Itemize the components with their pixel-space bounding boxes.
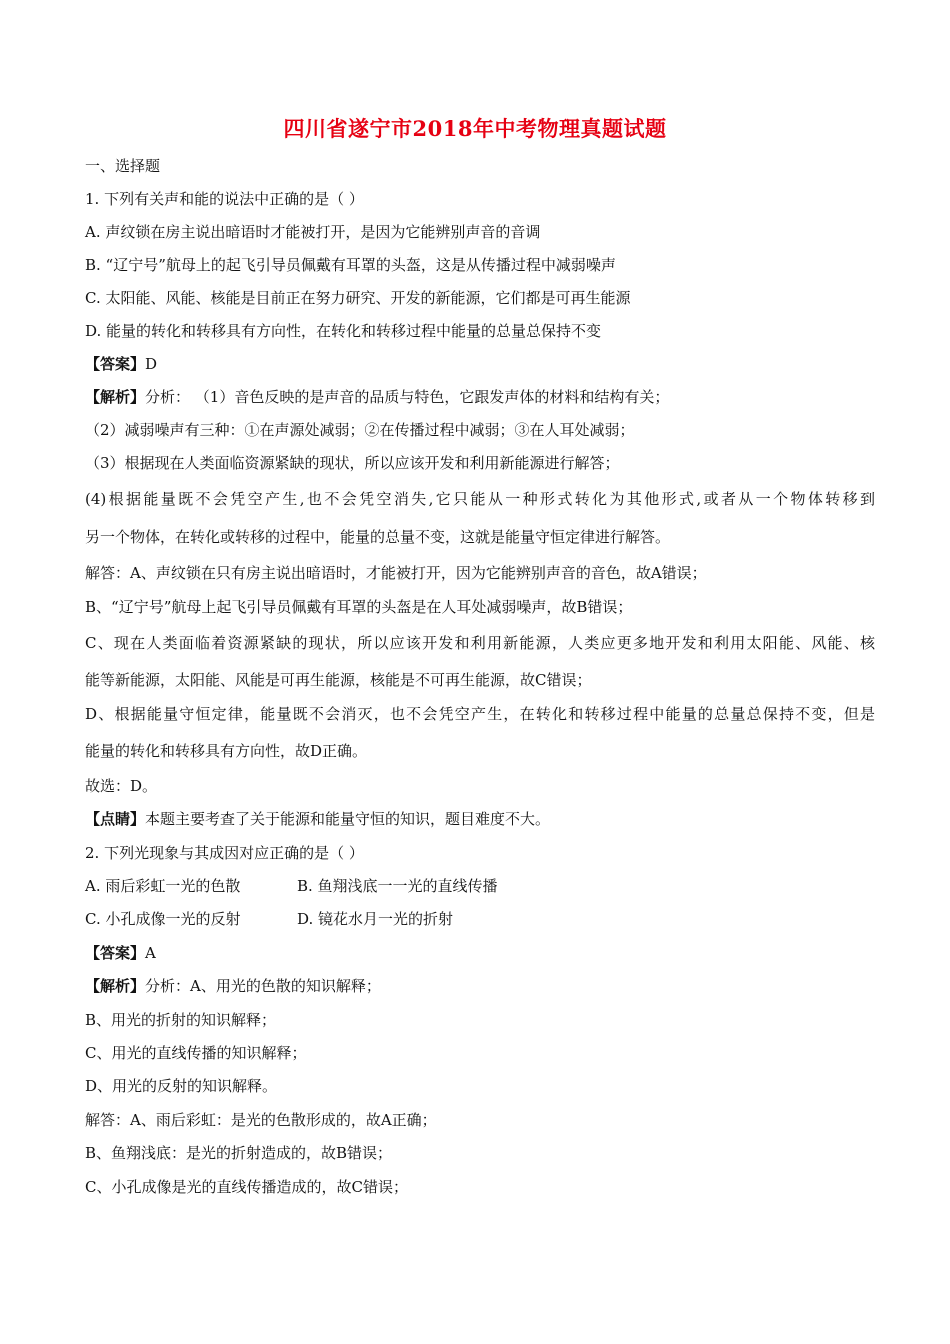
q1-solution-b: B、“辽宁号”航母上起飞引导员佩戴有耳罩的头盔是在人耳处减弱噪声，故B错误； xyxy=(85,598,633,616)
q2-analysis-2: B、用光的折射的知识解释； xyxy=(85,1011,277,1029)
q1-analysis-2: （2）减弱噪声有三种：①在声源处减弱；②在传播过程中减弱；③在人耳处减弱； xyxy=(85,421,635,439)
q1-solution-c1: C、现在人类面临着资源紧缺的现状，所以应该开发和利用新能源，人类应更多地开发和利用太阳能、风能、核 xyxy=(85,634,875,652)
q1-solution-d1: D、根据能量守恒定律，能量既不会消灭，也不会凭空产生，在转化和转移过程中能量的总量总保持不变，但是 xyxy=(85,705,875,723)
q1-analysis-4b: 另一个物体，在转化或转移的过程中，能量的总量不变，这就是能量守恒定律进行解答。 xyxy=(85,528,671,546)
q2-answer xyxy=(85,943,875,963)
q2-stem: 2. 下列光现象与其成因对应正确的是（ ） xyxy=(85,844,364,862)
q1-choice: 故选：D。 xyxy=(85,777,158,795)
q1-answer-tag: 【答案】 xyxy=(85,355,146,373)
q2-options-row-2 xyxy=(85,909,875,929)
q1-analysis-4a: (4)根据能量既不会凭空产生,也不会凭空消失,它只能从一种形式转化为其他形式,或者从一个物体转移到 xyxy=(85,490,875,508)
q1-analysis-3: （3）根据现在人类面临资源紧缺的现状，所以应该开发和利用新能源进行解答； xyxy=(85,454,620,472)
q2-option-d: D. 镜花水月一光的折射 xyxy=(297,910,454,928)
q1-answer xyxy=(85,354,875,374)
q2-option-a: A. 雨后彩虹一光的色散 xyxy=(85,877,241,895)
section-heading: 一、选择题 xyxy=(85,157,161,175)
q2-solution-a: 解答：A、雨后彩虹：是光的色散形成的，故A正确； xyxy=(85,1111,437,1129)
q2-analysis-tag: 【解析】 xyxy=(85,977,146,995)
q2-analysis-text-1: 分析：A、用光的色散的知识解释； xyxy=(145,977,381,995)
q1-stem: 1. 下列有关声和能的说法中正确的是（ ） xyxy=(85,190,364,208)
q1-comment-text: 本题主要考查了关于能源和能量守恒的知识，题目难度不大。 xyxy=(145,810,551,828)
q2-solution-b: B、鱼翔浅底：是光的折射造成的，故B错误； xyxy=(85,1144,393,1162)
q1-analysis-tag: 【解析】 xyxy=(85,388,146,406)
q1-solution-c2: 能等新能源，太阳能、风能是可再生能源，核能是不可再生能源，故C错误； xyxy=(85,671,592,689)
q2-options-row-1 xyxy=(85,876,875,896)
q2-analysis-4: D、用光的反射的知识解释。 xyxy=(85,1077,278,1095)
q1-option-c: C. 太阳能、风能、核能是目前正在努力研究、开发的新能源，它们都是可再生能源 xyxy=(85,289,631,307)
q1-answer-value: D xyxy=(145,355,158,373)
q1-option-d: D. 能量的转化和转移具有方向性，在转化和转移过程中能量的总量总保持不变 xyxy=(85,322,602,340)
q1-analysis-1 xyxy=(85,387,875,407)
q2-option-c: C. 小孔成像一光的反射 xyxy=(85,910,241,928)
q1-solution-a: 解答：A、声纹锁在只有房主说出暗语时，才能被打开，因为它能辨别声音的音色，故A错误； xyxy=(85,564,707,582)
q2-solution-c: C、小孔成像是光的直线传播造成的，故C错误； xyxy=(85,1178,408,1196)
q1-analysis-text-1: 分析： （1）音色反映的是声音的品质与特色，它跟发声体的材料和结构有关； xyxy=(145,388,670,406)
q2-answer-tag: 【答案】 xyxy=(85,944,146,962)
q1-option-b: B. “辽宁号”航母上的起飞引导员佩戴有耳罩的头盔，这是从传播过程中减弱噪声 xyxy=(85,256,616,274)
q1-comment-tag: 【点睛】 xyxy=(85,810,146,828)
q2-analysis-1 xyxy=(85,976,875,996)
q1-comment xyxy=(85,809,875,829)
q1-solution-d2: 能量的转化和转移具有方向性，故D正确。 xyxy=(85,742,368,760)
q2-option-b: B. 鱼翔浅底一一光的直线传播 xyxy=(297,877,498,895)
q1-option-a: A. 声纹锁在房主说出暗语时才能被打开，是因为它能辨别声音的音调 xyxy=(85,223,541,241)
document-title: 四川省遂宁市2018年中考物理真题试题 xyxy=(283,116,667,141)
q2-answer-value: A xyxy=(145,944,156,962)
q2-analysis-3: C、用光的直线传播的知识解释； xyxy=(85,1044,307,1062)
